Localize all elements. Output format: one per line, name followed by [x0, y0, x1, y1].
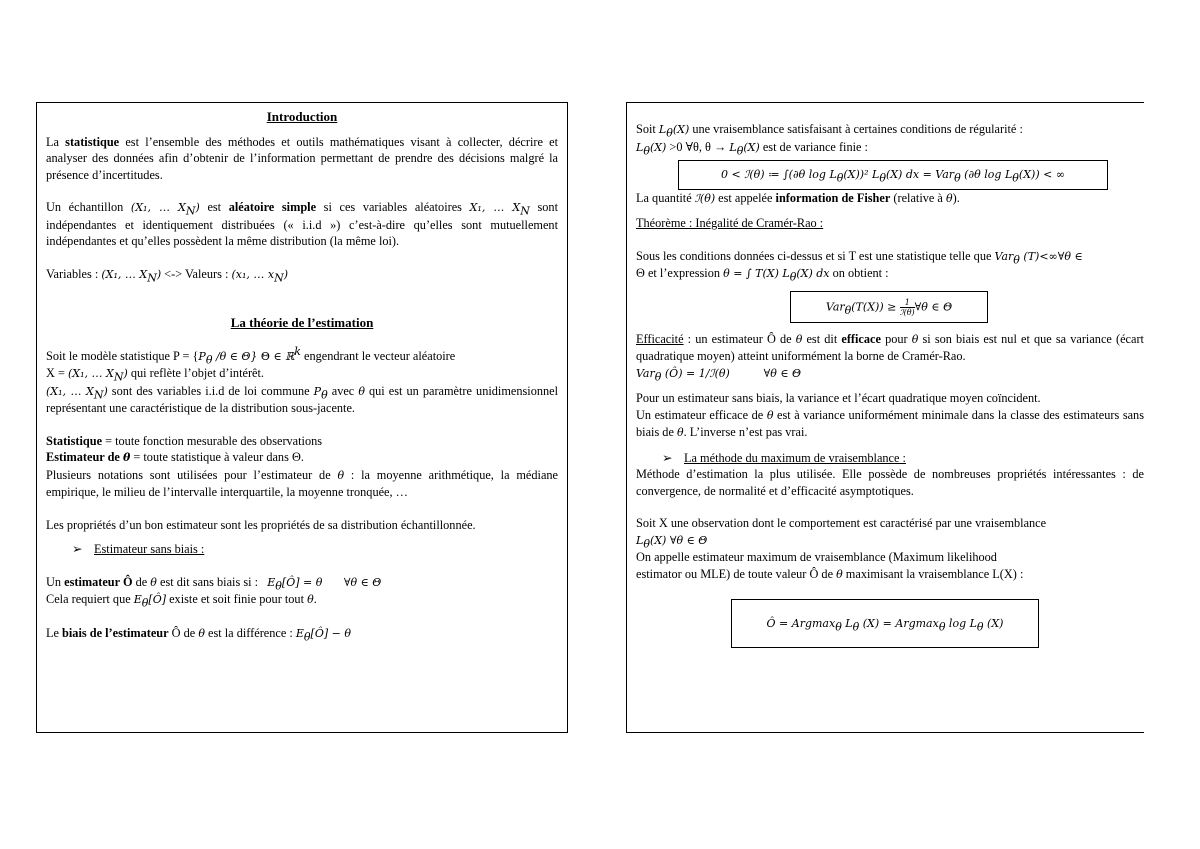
fisher-formula-box: 0 < ℐ(θ) ≔ ∫(∂θ $\log L_\theta(X))^2$ $L_\theta(X)$ dx = Var$_\theta$ (∂θ $\log L_\theta(X)$) < ∞: [678, 160, 1108, 190]
fisher-quantity: La quantité ℐ(θ) est appelée information de Fisher (relative à θ).: [636, 190, 960, 205]
note-unbiased: Pour un estimateur sans biais, la variance et l’écart quadratique moyen coïncident.: [636, 391, 1041, 405]
left-page: [36, 102, 568, 733]
observation-likelihood: $L_\theta(X)$ ∀θ ∈ Θ: [636, 533, 708, 550]
arrow-bullet-icon: ➢: [72, 542, 83, 556]
statistique-def: Statistique = toute fonction mesurable des observations: [46, 433, 323, 448]
right-page: [626, 102, 1158, 733]
likelihood-intro: Soit $L_\theta(X)$ une vraisemblance satisfaisant à certaines conditions de régularité :: [636, 122, 1023, 140]
arrow-bullet-icon: ➢: [662, 450, 673, 465]
page-crop-edge: [1144, 95, 1200, 745]
unbiased-def: Un estimateur Ô de θ est dit sans biais si : $E_\theta[Ô] = \theta$ ∀θ ∈ Θ: [46, 574, 382, 592]
estimateur-def: Estimateur de θ = toute statistique à valeur dans Θ.: [46, 450, 304, 464]
bias-def: Le biais de l’estimateur Ô de θ est la différence : $E_\theta[Ô] - \theta$: [46, 625, 351, 643]
fraction: $\frac{1}{\text{ℐ(θ)}}$: [899, 297, 915, 317]
bullet-unbiased: ➢ Estimateur sans biais :: [72, 542, 205, 556]
intro-title: Introduction: [266, 109, 338, 124]
sample-paragraph: Un échantillon (X₁, … $X_N$) est aléatoire simple si ces variables aléatoires X₁, … $X_N$ sont indépendantes et identiquement distribuées (« i.i.d ») c’est-à-dire qu’elles sont mutuellement indépendantes et qu’elles possèdent la même distribution (la même loi).: [46, 200, 559, 248]
mle-paragraph: Méthode d’estimation la plus utilisée. Elle possède de nombreuses propriétés intéressantes : de convergence, de normalité et d’efficacité asymptotiques.: [636, 467, 1144, 498]
properties-line: Les propriétés d’un bon estimateur sont les propriétés de sa distribution échantillonnée.: [46, 517, 476, 532]
variables-line: Variables : (X₁, … $X_N$) <-> Valeurs : (x₁, … $x_N$): [46, 266, 288, 284]
requirement-line: Cela requiert que $E_\theta[Ô]$ existe et soit finie pour tout θ.: [46, 592, 317, 610]
estimation-title: La théorie de l’estimation: [230, 315, 374, 330]
likelihood-conditions: $L_\theta(X) >0$ ∀θ, $\theta \to L_\theta(X)$ est de variance finie :: [636, 139, 868, 157]
model-paragraph: Soit le modèle statistique $P = \{P_\theta$ /θ ∈ Θ} Θ ∈ ℝ$^k$ engendrant le vecteur aléatoire X = (X₁, … $X_N$) qui reflète l’objet d’intérêt. (X₁, … $X_N$) sont des variables i.i.d de loi commune $P_\theta$ avec θ qui est un paramètre unidimensionnel représentant une caractéristique de la distribution sous-jacente.: [46, 344, 559, 415]
notations-paragraph: Plusieurs notations sont utilisées pour l’estimateur de θ : la moyenne arithmétique, la médiane empirique, le milieu de l’intervalle interquartile, la moyenne tronquée, …: [46, 467, 559, 499]
cramer-rao-conditions: Sous les conditions données ci-dessus et si T est une statistique telle que Var$_\theta$ (T)<∞∀θ ∈: [636, 248, 1083, 266]
efficiency-paragraph: Efficacité : un estimateur Ô de θ est dit efficace pour θ si son biais est nul et que sa variance (écart quadratique moyen) atteint uniformément la borne de Cramér-Rao.: [636, 331, 1144, 363]
mle-formula-box: Ô = Argmax$_\theta$ $L_\theta$ (X) = Argmax$_\theta$ $\log L_\theta$ (X): [731, 599, 1039, 648]
intro-paragraph: La statistique est l’ensemble des méthodes et outils mathématiques visant à collecter, décrire et analyser des données afin d’obtenir de l’information permettant de prendre des décisions malgré la présence d’incertitudes.: [46, 134, 558, 182]
bullet-mle: ➢ La méthode du maximum de vraisemblance :: [662, 450, 906, 465]
observation-line: Soit X une observation dont le comportement est caractérisé par une vraisemblance: [636, 516, 1047, 530]
note-efficient: Un estimateur efficace de θ est à variance uniformément minimale dans la classe des estimateurs sans biais de θ. L’inverse n’est pas vrai.: [636, 407, 1144, 439]
mle-definition-1: On appelle estimateur maximum de vraisemblance (Maximum likelihood: [636, 550, 997, 564]
cramer-rao-title: Théorème : Inégalité de Cramér-Rao :: [636, 216, 824, 230]
cramer-rao-box: Var$_\theta$(T(X)) ≥ $\frac{1}{\text{ℐ(θ)}}$ ∀θ ∈ Θ: [790, 291, 988, 323]
efficiency-formula: Var$_\theta$ (Ô) = 1/ℐ(θ) ∀θ ∈ Θ: [636, 366, 802, 383]
cramer-rao-expression: Θ et l’expression θ = ∫ T(X) $L_\theta(X)$ dx on obtient :: [636, 266, 889, 284]
mle-definition-2: estimator ou MLE) de toute valeur Ô de θ maximisant la vraisemblance L(X) :: [636, 566, 1024, 581]
